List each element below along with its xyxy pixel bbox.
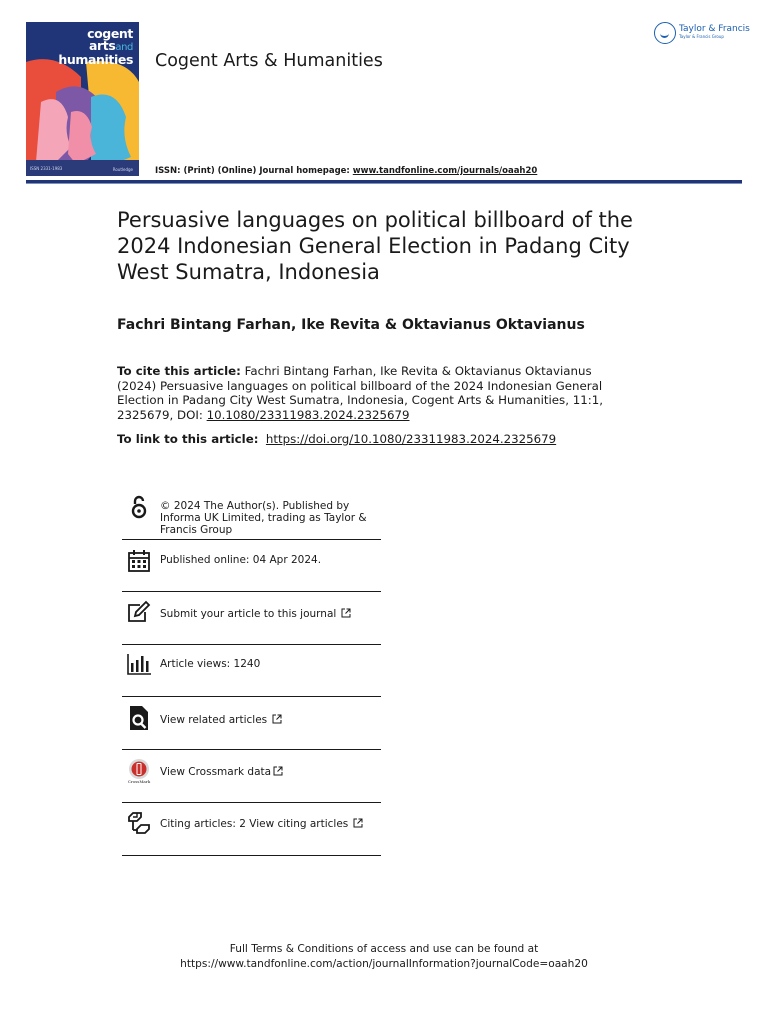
external-link-icon xyxy=(353,818,363,828)
issn-prefix: ISSN: (Print) (Online) Journal homepage: xyxy=(155,166,353,176)
citing-articles-label: Citing articles: 2 View citing articles xyxy=(160,818,349,830)
journal-name: Cogent Arts & Humanities xyxy=(155,51,383,71)
published-date: Published online: 04 Apr 2024. xyxy=(160,554,322,566)
license-text: © 2024 The Author(s). Published by Informa UK Limited, trading as Taylor & Francis Group xyxy=(160,500,367,537)
info-divider xyxy=(122,696,381,697)
cover-title-line2: arts xyxy=(88,38,116,53)
crossmark-label: View Crossmark data xyxy=(160,766,272,778)
related-articles-link[interactable] xyxy=(160,714,282,726)
citation-block xyxy=(117,364,617,422)
header-rule-thin xyxy=(26,183,742,184)
journal-cover-image xyxy=(26,22,139,176)
cover-title-and: and xyxy=(115,42,133,53)
publisher-logo-sub: Taylor & Francis Group xyxy=(679,34,724,39)
article-authors: Fachri Bintang Farhan, Ike Revita & Oktavianus Oktavianus xyxy=(117,317,585,333)
submit-article-link[interactable] xyxy=(160,608,351,620)
citation-label: To cite this article: xyxy=(117,364,241,378)
citing-articles-link[interactable] xyxy=(160,818,363,830)
related-articles-label: View related articles xyxy=(160,714,268,726)
edit-icon xyxy=(126,600,152,626)
cover-title-line3: humanities xyxy=(58,52,133,67)
journal-homepage-link[interactable]: www.tandfonline.com/journals/oaah20 xyxy=(352,166,538,176)
cover-publisher: Routledge xyxy=(112,167,133,172)
info-divider xyxy=(122,539,381,540)
publisher-logo-name: Taylor & Francis xyxy=(679,24,750,34)
external-link-icon xyxy=(273,766,283,776)
calendar-icon xyxy=(126,548,152,574)
article-views: Article views: 1240 xyxy=(160,658,261,670)
open-access-icon xyxy=(126,494,152,520)
footer-terms xyxy=(0,942,768,971)
cover-issn: ISSN 2331-1983 xyxy=(30,166,63,171)
external-link-icon xyxy=(272,714,282,724)
article-link-line xyxy=(117,432,556,446)
citation-text: Fachri Bintang Farhan, Ike Revita & Oktavianus Oktavianus (2024) Persuasive languages on political billboard of the 2024 Indonesian General Election in Padang City West Sumatra, Indonesia, Cogent Arts & Humanities, 11:1, 2325679, DOI: xyxy=(117,364,603,422)
info-divider xyxy=(122,644,381,645)
citation-doi-link[interactable]: 10.1080/23311983.2024.2325679 xyxy=(206,407,410,422)
bar-chart-icon xyxy=(126,651,152,677)
submit-article-label: Submit your article to this journal xyxy=(160,608,337,620)
crossmark-caption: CrossMark xyxy=(127,779,151,784)
article-link-label: To link to this article: xyxy=(117,432,259,446)
cover-title xyxy=(58,28,133,66)
footer-terms-line1: Full Terms & Conditions of access and use can be found at xyxy=(229,943,539,955)
info-divider xyxy=(122,749,381,750)
issn-line xyxy=(155,166,537,176)
info-divider xyxy=(122,855,381,856)
crossmark-icon xyxy=(126,758,152,784)
taylor-francis-logo-icon xyxy=(654,22,676,44)
article-doi-link[interactable]: https://doi.org/10.1080/23311983.2024.2325679 xyxy=(265,432,557,446)
search-document-icon xyxy=(126,705,152,731)
publisher-logo[interactable] xyxy=(654,22,750,44)
cover-title-line1: cogent xyxy=(87,26,133,41)
external-link-icon xyxy=(341,608,351,618)
citing-documents-icon xyxy=(126,810,152,836)
crossmark-link[interactable] xyxy=(160,766,283,778)
info-divider xyxy=(122,802,381,803)
footer-terms-url[interactable]: https://www.tandfonline.com/action/journalInformation?journalCode=oaah20 xyxy=(180,957,588,970)
info-divider xyxy=(122,591,381,592)
article-title: Persuasive languages on political billboard of the 2024 Indonesian General Election in Padang City West Sumatra, Indonesia xyxy=(117,208,633,284)
